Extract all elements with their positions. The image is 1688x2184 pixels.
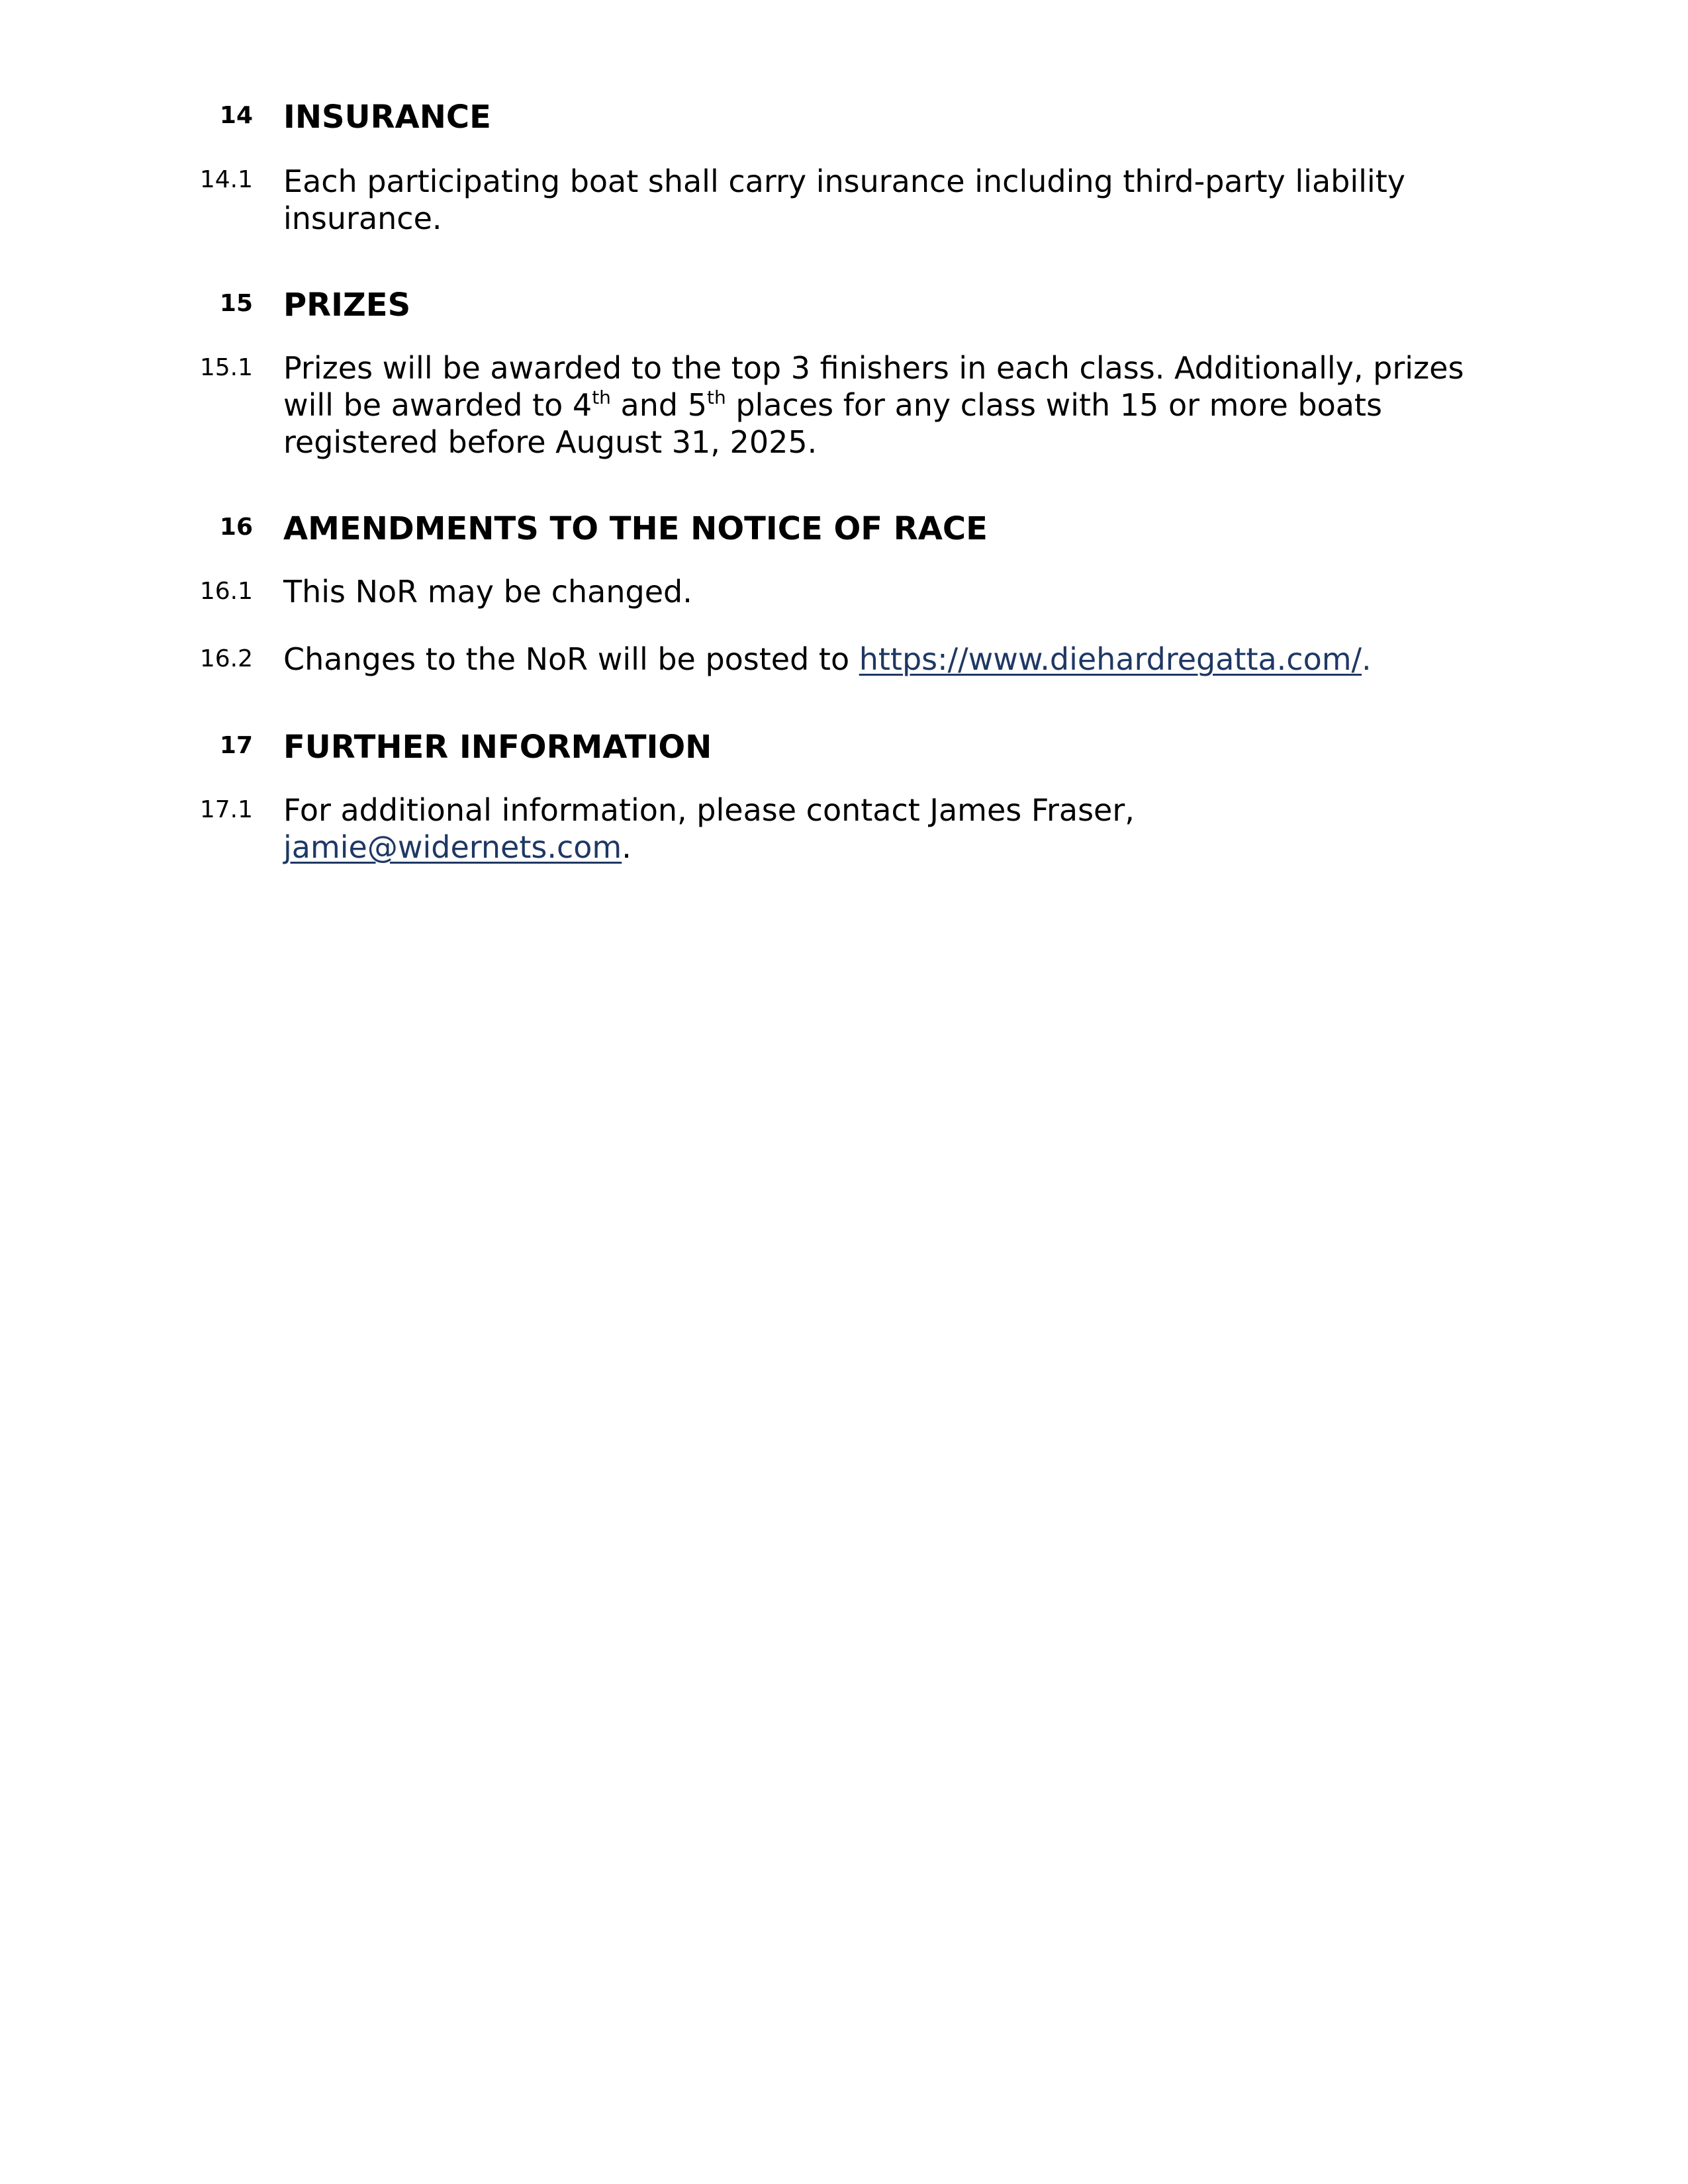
section-heading: INSURANCE bbox=[283, 99, 491, 136]
clause-line: For additional information, please contact James Fraser, bbox=[283, 792, 1135, 828]
clause-number: 14.1 bbox=[199, 166, 253, 193]
section-heading: FURTHER INFORMATION bbox=[283, 729, 712, 766]
section-number: 14 bbox=[219, 102, 253, 129]
clause-line bbox=[283, 829, 1488, 866]
clause-text bbox=[283, 573, 1488, 610]
clause-number: 16.1 bbox=[199, 578, 253, 605]
clause-text bbox=[283, 641, 1488, 678]
website-link[interactable]: https://www.diehardregatta.com/ bbox=[859, 641, 1362, 677]
clause-line bbox=[283, 641, 1488, 678]
clause-number: 16.2 bbox=[199, 645, 253, 672]
clause-text bbox=[283, 792, 1488, 866]
email-link[interactable]: jamie@widernets.com bbox=[283, 829, 622, 865]
clause-line: Each participating boat shall carry insurance including third-party liability bbox=[283, 163, 1405, 199]
clause-text bbox=[283, 163, 1488, 237]
clause-text bbox=[283, 349, 1488, 461]
section-number: 16 bbox=[219, 514, 253, 541]
clause-line bbox=[283, 387, 1488, 424]
ordinal-suffix: th bbox=[592, 387, 611, 408]
section-heading: AMENDMENTS TO THE NOTICE OF RACE bbox=[283, 510, 988, 547]
text-run: and 5 bbox=[610, 387, 707, 423]
clause-number: 17.1 bbox=[199, 796, 253, 823]
clause-line: Prizes will be awarded to the top 3 finishers in each class. Additionally, prizes bbox=[283, 350, 1464, 386]
section-number: 17 bbox=[219, 732, 253, 759]
clause-line: registered before August 31, 2025. bbox=[283, 424, 818, 460]
section-heading: PRIZES bbox=[283, 287, 411, 324]
ordinal-suffix: th bbox=[707, 387, 726, 408]
clause-line: insurance. bbox=[283, 201, 442, 236]
clause-number: 15.1 bbox=[199, 354, 253, 381]
text-run: . bbox=[622, 829, 632, 865]
text-run: Changes to the NoR will be posted to bbox=[283, 641, 859, 677]
section-number: 15 bbox=[219, 290, 253, 317]
text-run: will be awarded to 4 bbox=[283, 387, 592, 423]
text-run: places for any class with 15 or more boats bbox=[726, 387, 1382, 423]
clause-line: This NoR may be changed. bbox=[283, 574, 692, 610]
text-run: . bbox=[1362, 641, 1372, 677]
